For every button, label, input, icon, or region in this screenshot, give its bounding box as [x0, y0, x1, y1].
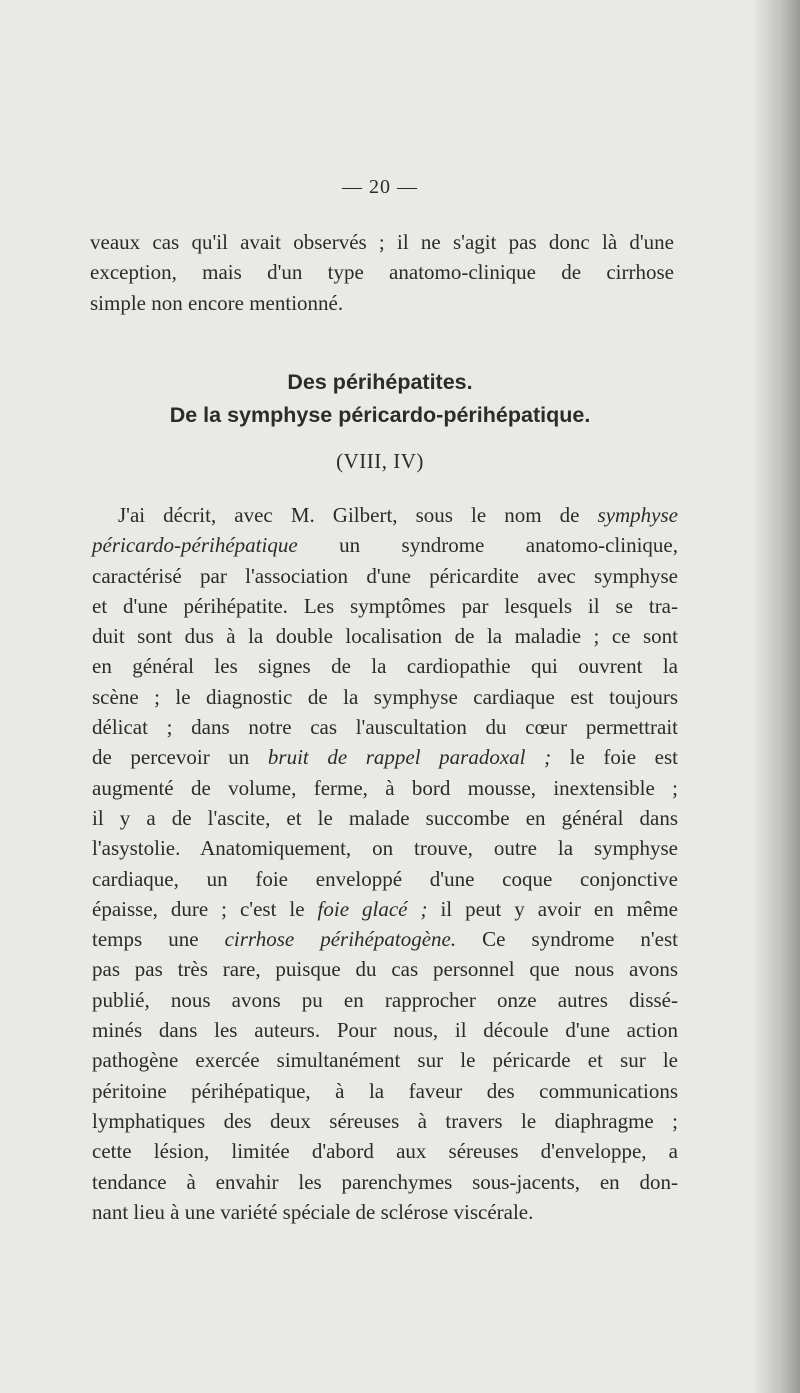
text-line: et d'une périhépatite. Les symptômes par lesquels il se tra- — [92, 593, 678, 618]
text-line: délicat ; dans notre cas l'auscultation du cœur permettrait — [92, 715, 678, 740]
text-line: l'asystolie. Anatomiquement, on trouve, outre la symphyse — [92, 836, 678, 861]
text-line: duit sont dus à la double localisation de la maladie ; ce sont — [92, 624, 678, 649]
text-line: tendance à envahir les parenchymes sous-jacents, en don- — [92, 1169, 678, 1194]
intro-paragraph — [90, 227, 674, 318]
text-line: cardiaque, un foie enveloppé d'une coque conjonctive — [92, 866, 678, 891]
section-title-line1: Des périhépatites. — [287, 370, 473, 394]
body-paragraph — [92, 500, 678, 1227]
text-line: simple non encore mentionné. — [90, 290, 344, 315]
text-line: il y a de l'ascite, et le malade succombe en général dans — [92, 805, 678, 830]
text-line: épaisse, dure ; c'est le foie glacé ; il peut y avoir en même — [92, 896, 678, 921]
text-line: augmenté de volume, ferme, à bord mousse, inextensible ; — [92, 775, 678, 800]
section-title-line2: De la symphyse péricardo-périhépatique. — [169, 403, 591, 427]
text-line: pathogène exercée simultanément sur le péricarde et sur le — [92, 1048, 678, 1073]
text-line: nant lieu à une variété spéciale de sclérose viscérale. — [92, 1199, 534, 1224]
text-line: caractérisé par l'association d'une péricardite avec symphyse — [92, 563, 678, 588]
text-line: veaux cas qu'il avait observés ; il ne s'agit pas donc là d'une — [90, 230, 674, 254]
text-line: en général les signes de la cardiopathie qui ouvrent la — [92, 654, 678, 679]
page-number: — 20 — — [342, 176, 418, 198]
text-line: minés dans les auteurs. Pour nous, il découle d'une action — [92, 1018, 678, 1043]
text-line: lymphatiques des deux séreuses à travers le diaphragme ; — [92, 1108, 678, 1133]
text-line: cette lésion, limitée d'abord aux séreuses d'enveloppe, a — [92, 1139, 678, 1164]
text-line: exception, mais d'un type anatomo-clinique de cirrhose — [90, 260, 674, 285]
text-line: de percevoir un bruit de rappel paradoxal ; le foie est — [92, 745, 678, 770]
text-line: péritoine périhépatique, à la faveur des communications — [92, 1078, 678, 1103]
text-line: temps une cirrhose périhépatogène. Ce syndrome n'est — [92, 927, 678, 952]
text-line: scène ; le diagnostic de la symphyse cardiaque est toujours — [92, 684, 678, 709]
section-reference: (VIII, IV) — [336, 449, 424, 473]
text-line: publié, nous avons pu en rapprocher onze autres dissé- — [92, 987, 678, 1012]
text-line: péricardo-périhépatique un syndrome anatomo-clinique, — [92, 533, 678, 558]
text-line: J'ai décrit, avec M. Gilbert, sous le nom de symphyse — [118, 503, 678, 527]
text-line: pas pas très rare, puisque du cas personnel que nous avons — [92, 957, 678, 982]
page-edge-shadow — [752, 0, 800, 1393]
